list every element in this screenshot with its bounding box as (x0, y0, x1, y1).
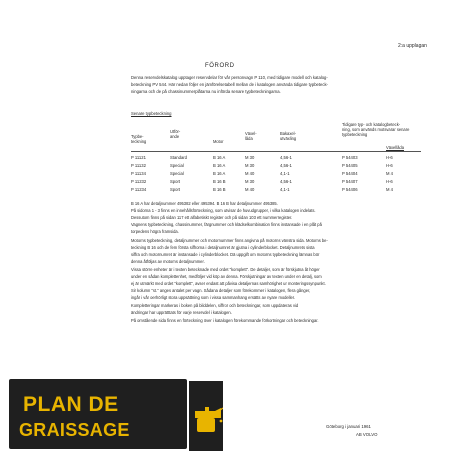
table-cell: P 11234 (131, 187, 147, 192)
table-cell: B 16 B (213, 179, 226, 184)
table-cell: M 30 (245, 163, 255, 168)
body-line: teckning B 16 och de fem första siffrorna i detaljnumret är gjutna i cylinderblocket. Detaljnumrets sista (131, 245, 315, 250)
body-line: På omstående sida finns en förteckning över i katalogen förekommande förkortningar och beteckningar. (131, 318, 319, 323)
body-line: torpedens högra framsida. (131, 229, 179, 234)
table-cell: P 54407 (342, 179, 358, 184)
table-cell: H-6 (386, 179, 393, 184)
table-cell: P 11232 (131, 179, 147, 184)
table-cell: B 16 A (213, 163, 226, 168)
intro-line: Denna reservdelskatalog upptager reservdelar för vår personvagn P 110, med tidigare modell och katalog- (131, 75, 328, 80)
header-motor: Motor (213, 139, 224, 144)
table-cell: P 54405 (342, 163, 358, 168)
body-line: Dessutom finns på sidan 117 ett alfabetiskt register och på sidan 103 ett nummerregister. (131, 215, 293, 220)
body-line: siffra och motornumret är instansade i cylinderblocket. Dä uppgift om motorns typbeteckning lämnas bör (131, 252, 320, 257)
body-line: denna åtföljas av motorns detaljnummer. (131, 259, 205, 264)
body-line: Motorns typbeteckning, detaljnummer och motornummer finns angivna på motorns vänstra sida. Motorns be- (131, 238, 328, 243)
body-line: På sidorna 1 - 3 finns en innehållsförteckning, som utvisar de huvudgrupper, i vilka katalogen indelats. (131, 208, 316, 213)
table-cell: M 4 (386, 171, 393, 176)
signature-company: AB VOLVO (356, 432, 378, 437)
page-title: FÖRORD (205, 63, 235, 69)
section-heading: Senare typbeteckning (131, 111, 172, 116)
table-cell: P 11132 (131, 163, 146, 168)
table-cell: 4,1-1 (280, 171, 290, 176)
body-line: ändringar har upprätttats för varje reservdel i katalogen. (131, 310, 232, 315)
body-line: Vissa större enheter är i texten betecknade med ordet "komplett". De detaljer, som är förskjutna åt höger (131, 267, 320, 272)
header-vaxellada: Växel- låda (245, 131, 257, 141)
table-cell: M 30 (245, 179, 255, 184)
body-line: ej är utmärkt med ordet "komplett", avser endast att påvisa detaljernas samhörighet ur monteringssynpunkt. (131, 281, 326, 286)
header-type: Typbe- teckning (131, 134, 147, 144)
logo-background (9, 379, 187, 449)
plan-de-graissage-logo (3, 371, 223, 458)
table-cell: 4,56-1 (280, 163, 292, 168)
table-cell: M 4 (386, 187, 393, 192)
table-cell: P 11121 (131, 155, 146, 160)
body-line: ingår i vår oerhörligt stora uppsättning som i vissa sammanhang ersätts av nyare modeller. (131, 295, 296, 300)
table-cell: M 30 (245, 155, 255, 160)
header-tidigare: Tidigare typ- och katalogbeteck- ning, som används motsvarar senare typbeteckning (342, 122, 410, 137)
table-cell: P 54403 (342, 155, 358, 160)
body-line: Kompletteringar markeras i boken på bilddelen, siffror och beteckningar, som uppdateras vid (131, 303, 299, 308)
body-line: under en sådan komplettenhet, medföljer vid köp av denna. Förskjutningar av texten under en detalj, som (131, 274, 322, 279)
table-cell: M 40 (245, 171, 255, 176)
table-cell: Sport (170, 179, 181, 184)
body-line: Sir kolumn "st." anges antalet per vagn. Sådana detaljer som förekommer i katalogen, flera gånger, (131, 288, 311, 293)
table-rule (131, 151, 421, 152)
table-cell: Special (170, 163, 184, 168)
table-cell: P 11134 (131, 171, 146, 176)
table-cell: B 16 B (213, 187, 226, 192)
table-cell: Sport (170, 187, 181, 192)
edition-label: 2:a upplagan (398, 43, 427, 49)
table-cell: P 54406 (342, 187, 358, 192)
oil-can-icon (189, 381, 223, 451)
table-cell: 4,1-1 (280, 187, 290, 192)
header-vaxellada-sub: Växellåda (386, 145, 404, 150)
table-cell: P 54404 (342, 171, 358, 176)
table-cell: 4,56-1 (280, 155, 292, 160)
intro-line: ningarna och de på chassinummerplåtarna nu införda senare typbeteckningarna. (131, 89, 281, 94)
table-cell: M 40 (245, 187, 255, 192)
table-cell: H-6 (386, 163, 393, 168)
table-cell: B 16 A (213, 155, 226, 160)
signature-date: Göteborg i januari 1961 (326, 424, 371, 429)
table-cell: Special (170, 171, 184, 176)
header-bakaxel: Bakaxel- utväxling (280, 131, 297, 141)
table-cell: Standard (170, 155, 187, 160)
table-cell: 4,56-1 (280, 179, 292, 184)
logo-line-1: PLAN DE (23, 393, 119, 416)
table-cell: H-6 (386, 155, 393, 160)
body-line: B 16 A har detaljnummer 495382 eller 495394. B 16 B har detaljnummer 495385. (131, 201, 278, 206)
body-line: Vagnens typbeteckning, chassinummer, färgnummer och klädselkombination finns instansade i en plåt på (131, 222, 322, 227)
header-utforande: Utför- ande (170, 129, 181, 139)
table-cell: B 16 A (213, 171, 226, 176)
logo-line-2: GRAISSAGE (19, 420, 130, 440)
intro-line: beteckning PV 544. Här nedan följer en jämförelsetabell mellan de i katalogen använda tidigare typbeteck- (131, 82, 328, 87)
